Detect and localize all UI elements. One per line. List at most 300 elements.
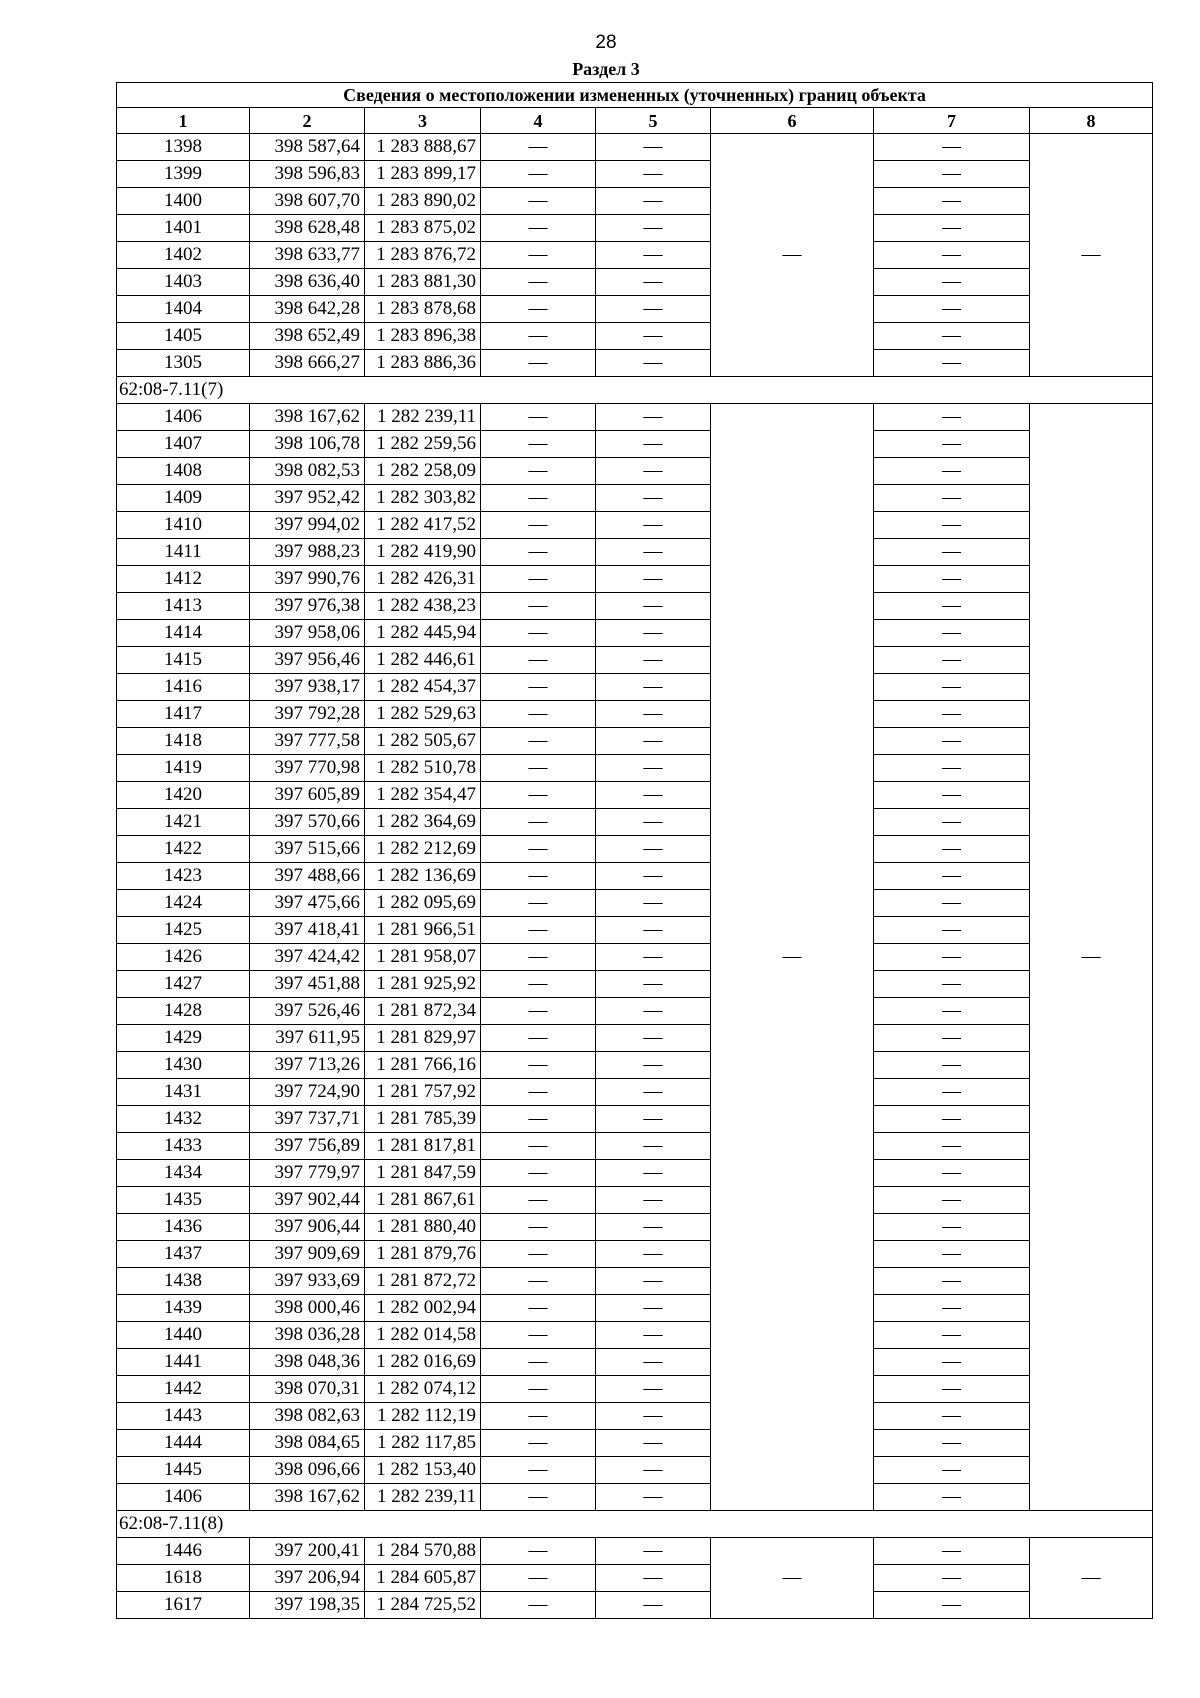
- coordinate-x: 397 713,26: [250, 1052, 365, 1079]
- col5-dash: —: [596, 647, 711, 674]
- point-number: 1441: [117, 1349, 250, 1376]
- table-row: [117, 269, 1153, 296]
- coordinate-y: 1 282 259,56: [365, 431, 481, 458]
- coordinate-x: 397 792,28: [250, 701, 365, 728]
- point-number: 1435: [117, 1187, 250, 1214]
- coordinate-x: 397 424,42: [250, 944, 365, 971]
- col5-dash: —: [596, 809, 711, 836]
- table-row: [117, 323, 1153, 350]
- col6-dash: —: [711, 134, 874, 377]
- coordinate-x: 398 628,48: [250, 215, 365, 242]
- col7-dash: —: [874, 1160, 1030, 1187]
- col4-dash: —: [481, 971, 596, 998]
- col7-dash: —: [874, 1349, 1030, 1376]
- coordinate-y: 1 283 888,67: [365, 134, 481, 161]
- col4-dash: —: [481, 1403, 596, 1430]
- table-row: [117, 1268, 1153, 1295]
- point-number: 1405: [117, 323, 250, 350]
- coordinate-x: 397 475,66: [250, 890, 365, 917]
- col4-dash: —: [481, 701, 596, 728]
- table-row: [117, 404, 1153, 431]
- col4-dash: —: [481, 593, 596, 620]
- point-number: 1400: [117, 188, 250, 215]
- table-row: [117, 539, 1153, 566]
- col4-dash: —: [481, 269, 596, 296]
- point-number: 1618: [117, 1565, 250, 1592]
- col5-dash: —: [596, 242, 711, 269]
- coordinate-x: 398 607,70: [250, 188, 365, 215]
- coordinate-y: 1 282 153,40: [365, 1457, 481, 1484]
- col7-dash: —: [874, 1565, 1030, 1592]
- col7-dash: —: [874, 971, 1030, 998]
- col5-dash: —: [596, 620, 711, 647]
- coordinate-y: 1 281 847,59: [365, 1160, 481, 1187]
- point-number: 1428: [117, 998, 250, 1025]
- col5-dash: —: [596, 1592, 711, 1619]
- coordinate-x: 397 451,88: [250, 971, 365, 998]
- table-title: Сведения о местоположении измененных (уточненных) границ объекта: [117, 83, 1153, 108]
- col4-dash: —: [481, 917, 596, 944]
- coordinate-x: 397 198,35: [250, 1592, 365, 1619]
- col7-dash: —: [874, 404, 1030, 431]
- coordinate-x: 398 106,78: [250, 431, 365, 458]
- table-row: [117, 1133, 1153, 1160]
- col4-dash: —: [481, 404, 596, 431]
- table-row: [117, 809, 1153, 836]
- column-header: 6: [711, 108, 874, 134]
- column-header: 1: [117, 108, 250, 134]
- col5-dash: —: [596, 1349, 711, 1376]
- col7-dash: —: [874, 350, 1030, 377]
- col5-dash: —: [596, 1214, 711, 1241]
- point-number: 1446: [117, 1538, 250, 1565]
- col4-dash: —: [481, 863, 596, 890]
- col7-dash: —: [874, 188, 1030, 215]
- point-number: 1413: [117, 593, 250, 620]
- col4-dash: —: [481, 647, 596, 674]
- col7-dash: —: [874, 1214, 1030, 1241]
- col5-dash: —: [596, 1106, 711, 1133]
- table-row: [117, 1025, 1153, 1052]
- coordinate-x: 397 956,46: [250, 647, 365, 674]
- point-number: 1438: [117, 1268, 250, 1295]
- col4-dash: —: [481, 1133, 596, 1160]
- column-header: 2: [250, 108, 365, 134]
- col4-dash: —: [481, 1160, 596, 1187]
- table-row: [117, 593, 1153, 620]
- point-number: 1417: [117, 701, 250, 728]
- table-row: [117, 1322, 1153, 1349]
- point-number: 1424: [117, 890, 250, 917]
- col7-dash: —: [874, 836, 1030, 863]
- col4-dash: —: [481, 1106, 596, 1133]
- coordinate-y: 1 282 438,23: [365, 593, 481, 620]
- coordinate-x: 398 633,77: [250, 242, 365, 269]
- col4-dash: —: [481, 836, 596, 863]
- col7-dash: —: [874, 566, 1030, 593]
- point-number: 1403: [117, 269, 250, 296]
- col5-dash: —: [596, 134, 711, 161]
- coordinate-y: 1 284 605,87: [365, 1565, 481, 1592]
- col4-dash: —: [481, 485, 596, 512]
- coordinate-y: 1 282 505,67: [365, 728, 481, 755]
- point-number: 1436: [117, 1214, 250, 1241]
- col7-dash: —: [874, 674, 1030, 701]
- coordinate-x: 398 096,66: [250, 1457, 365, 1484]
- column-number-row: [117, 108, 1153, 134]
- coordinate-y: 1 281 872,72: [365, 1268, 481, 1295]
- col4-dash: —: [481, 1187, 596, 1214]
- coordinate-x: 397 902,44: [250, 1187, 365, 1214]
- coordinate-y: 1 281 879,76: [365, 1241, 481, 1268]
- table-row: [117, 215, 1153, 242]
- coordinate-x: 397 988,23: [250, 539, 365, 566]
- col7-dash: —: [874, 512, 1030, 539]
- point-number: 1410: [117, 512, 250, 539]
- col7-dash: —: [874, 1133, 1030, 1160]
- col7-dash: —: [874, 1187, 1030, 1214]
- col7-dash: —: [874, 161, 1030, 188]
- table-row: [117, 1214, 1153, 1241]
- table-row: [117, 1403, 1153, 1430]
- col5-dash: —: [596, 188, 711, 215]
- col7-dash: —: [874, 593, 1030, 620]
- coordinate-y: 1 281 872,34: [365, 998, 481, 1025]
- coordinate-y: 1 282 117,85: [365, 1430, 481, 1457]
- column-header: 8: [1030, 108, 1153, 134]
- point-number: 1418: [117, 728, 250, 755]
- col7-dash: —: [874, 809, 1030, 836]
- table-row: [117, 971, 1153, 998]
- col8-dash: —: [1030, 1538, 1153, 1619]
- table-row: [117, 1241, 1153, 1268]
- col4-dash: —: [481, 242, 596, 269]
- coordinate-y: 1 281 880,40: [365, 1214, 481, 1241]
- col4-dash: —: [481, 458, 596, 485]
- table-row: [117, 188, 1153, 215]
- table-row: [117, 728, 1153, 755]
- col5-dash: —: [596, 971, 711, 998]
- table-row: [117, 242, 1153, 269]
- col6-dash: —: [711, 1538, 874, 1619]
- table-row: [117, 647, 1153, 674]
- column-header: 4: [481, 108, 596, 134]
- coordinate-x: 398 587,64: [250, 134, 365, 161]
- col5-dash: —: [596, 701, 711, 728]
- point-number: 1443: [117, 1403, 250, 1430]
- point-number: 1423: [117, 863, 250, 890]
- col5-dash: —: [596, 1322, 711, 1349]
- table-row: [117, 917, 1153, 944]
- col4-dash: —: [481, 728, 596, 755]
- table-row: [117, 836, 1153, 863]
- table-row: [117, 485, 1153, 512]
- coordinate-x: 397 611,95: [250, 1025, 365, 1052]
- col7-dash: —: [874, 215, 1030, 242]
- col7-dash: —: [874, 1079, 1030, 1106]
- group-label: 62:08-7.11(8): [117, 1511, 1153, 1538]
- col4-dash: —: [481, 350, 596, 377]
- coordinate-y: 1 282 364,69: [365, 809, 481, 836]
- table-row: [117, 1484, 1153, 1511]
- col5-dash: —: [596, 512, 711, 539]
- page-number: 28: [595, 32, 617, 53]
- col7-dash: —: [874, 944, 1030, 971]
- col4-dash: —: [481, 1457, 596, 1484]
- group-label-row: [117, 1511, 1153, 1538]
- column-header: 7: [874, 108, 1030, 134]
- col5-dash: —: [596, 593, 711, 620]
- point-number: 1442: [117, 1376, 250, 1403]
- col5-dash: —: [596, 1430, 711, 1457]
- table-row: [117, 161, 1153, 188]
- coordinate-y: 1 282 454,37: [365, 674, 481, 701]
- coordinate-x: 397 570,66: [250, 809, 365, 836]
- point-number: 1305: [117, 350, 250, 377]
- col7-dash: —: [874, 1241, 1030, 1268]
- col8-dash: —: [1030, 404, 1153, 1511]
- coordinate-y: 1 283 875,02: [365, 215, 481, 242]
- col4-dash: —: [481, 188, 596, 215]
- coordinate-x: 398 036,28: [250, 1322, 365, 1349]
- coordinate-y: 1 282 510,78: [365, 755, 481, 782]
- table-row: [117, 1106, 1153, 1133]
- point-number: 1421: [117, 809, 250, 836]
- coordinate-y: 1 283 881,30: [365, 269, 481, 296]
- col7-dash: —: [874, 269, 1030, 296]
- table-row: [117, 1538, 1153, 1565]
- col4-dash: —: [481, 674, 596, 701]
- table-row: [117, 1079, 1153, 1106]
- point-number: 1425: [117, 917, 250, 944]
- col7-dash: —: [874, 296, 1030, 323]
- coordinate-y: 1 284 570,88: [365, 1538, 481, 1565]
- table-row: [117, 782, 1153, 809]
- col4-dash: —: [481, 323, 596, 350]
- point-number: 1426: [117, 944, 250, 971]
- point-number: 1437: [117, 1241, 250, 1268]
- table-row: [117, 1430, 1153, 1457]
- coordinate-x: 397 777,58: [250, 728, 365, 755]
- coordinate-x: 397 952,42: [250, 485, 365, 512]
- col5-dash: —: [596, 1457, 711, 1484]
- coordinate-y: 1 282 419,90: [365, 539, 481, 566]
- col4-dash: —: [481, 1349, 596, 1376]
- table-row: [117, 458, 1153, 485]
- coordinate-y: 1 282 446,61: [365, 647, 481, 674]
- col7-dash: —: [874, 1268, 1030, 1295]
- point-number: 1406: [117, 404, 250, 431]
- table-row: [117, 674, 1153, 701]
- col5-dash: —: [596, 998, 711, 1025]
- col4-dash: —: [481, 1565, 596, 1592]
- col7-dash: —: [874, 1484, 1030, 1511]
- col4-dash: —: [481, 782, 596, 809]
- coordinate-y: 1 282 426,31: [365, 566, 481, 593]
- col7-dash: —: [874, 1538, 1030, 1565]
- coordinate-y: 1 281 925,92: [365, 971, 481, 998]
- col5-dash: —: [596, 1484, 711, 1511]
- col7-dash: —: [874, 782, 1030, 809]
- col7-dash: —: [874, 890, 1030, 917]
- col5-dash: —: [596, 1376, 711, 1403]
- point-number: 1434: [117, 1160, 250, 1187]
- coordinate-y: 1 282 074,12: [365, 1376, 481, 1403]
- col5-dash: —: [596, 1565, 711, 1592]
- boundary-coordinates-table: [116, 82, 1153, 1619]
- col7-dash: —: [874, 485, 1030, 512]
- col5-dash: —: [596, 1160, 711, 1187]
- table-row: [117, 431, 1153, 458]
- coordinate-y: 1 282 002,94: [365, 1295, 481, 1322]
- coordinate-y: 1 281 867,61: [365, 1187, 481, 1214]
- col4-dash: —: [481, 755, 596, 782]
- coordinate-x: 398 000,46: [250, 1295, 365, 1322]
- coordinate-x: 397 909,69: [250, 1241, 365, 1268]
- col5-dash: —: [596, 890, 711, 917]
- col5-dash: —: [596, 755, 711, 782]
- point-number: 1445: [117, 1457, 250, 1484]
- table-row: [117, 1592, 1153, 1619]
- col7-dash: —: [874, 917, 1030, 944]
- coordinate-x: 397 756,89: [250, 1133, 365, 1160]
- coordinate-y: 1 282 014,58: [365, 1322, 481, 1349]
- table-row: [117, 944, 1153, 971]
- coordinate-y: 1 281 966,51: [365, 917, 481, 944]
- point-number: 1430: [117, 1052, 250, 1079]
- col4-dash: —: [481, 1538, 596, 1565]
- table-title-row: [117, 83, 1153, 108]
- col4-dash: —: [481, 809, 596, 836]
- point-number: 1399: [117, 161, 250, 188]
- col5-dash: —: [596, 566, 711, 593]
- point-number: 1420: [117, 782, 250, 809]
- col5-dash: —: [596, 863, 711, 890]
- col5-dash: —: [596, 269, 711, 296]
- table-row: [117, 512, 1153, 539]
- col5-dash: —: [596, 215, 711, 242]
- table-row: [117, 1187, 1153, 1214]
- table-row: [117, 350, 1153, 377]
- point-number: 1404: [117, 296, 250, 323]
- col4-dash: —: [481, 890, 596, 917]
- table-row: [117, 890, 1153, 917]
- col7-dash: —: [874, 431, 1030, 458]
- col7-dash: —: [874, 1106, 1030, 1133]
- col7-dash: —: [874, 458, 1030, 485]
- table-row: [117, 620, 1153, 647]
- col4-dash: —: [481, 1268, 596, 1295]
- col7-dash: —: [874, 1376, 1030, 1403]
- coordinate-y: 1 281 757,92: [365, 1079, 481, 1106]
- coordinate-y: 1 282 303,82: [365, 485, 481, 512]
- col5-dash: —: [596, 1079, 711, 1106]
- coordinate-y: 1 281 829,97: [365, 1025, 481, 1052]
- col5-dash: —: [596, 944, 711, 971]
- coordinate-x: 397 990,76: [250, 566, 365, 593]
- coordinate-x: 398 636,40: [250, 269, 365, 296]
- point-number: 1431: [117, 1079, 250, 1106]
- coordinate-y: 1 282 239,11: [365, 1484, 481, 1511]
- col5-dash: —: [596, 836, 711, 863]
- col4-dash: —: [481, 539, 596, 566]
- table-row: [117, 1457, 1153, 1484]
- col5-dash: —: [596, 728, 711, 755]
- group-label: 62:08-7.11(7): [117, 377, 1153, 404]
- coordinate-y: 1 283 876,72: [365, 242, 481, 269]
- col4-dash: —: [481, 1484, 596, 1511]
- table-row: [117, 1565, 1153, 1592]
- col4-dash: —: [481, 1430, 596, 1457]
- col5-dash: —: [596, 350, 711, 377]
- point-number: 1433: [117, 1133, 250, 1160]
- table-row: [117, 1376, 1153, 1403]
- col5-dash: —: [596, 674, 711, 701]
- col7-dash: —: [874, 1457, 1030, 1484]
- point-number: 1409: [117, 485, 250, 512]
- table-row: [117, 1052, 1153, 1079]
- coordinate-x: 397 200,41: [250, 1538, 365, 1565]
- col8-dash: —: [1030, 134, 1153, 377]
- col7-dash: —: [874, 620, 1030, 647]
- point-number: 1398: [117, 134, 250, 161]
- point-number: 1414: [117, 620, 250, 647]
- column-header: 5: [596, 108, 711, 134]
- coordinate-x: 397 770,98: [250, 755, 365, 782]
- point-number: 1416: [117, 674, 250, 701]
- col7-dash: —: [874, 1403, 1030, 1430]
- col7-dash: —: [874, 1322, 1030, 1349]
- coordinate-y: 1 282 095,69: [365, 890, 481, 917]
- point-number: 1444: [117, 1430, 250, 1457]
- point-number: 1408: [117, 458, 250, 485]
- coordinate-x: 398 666,27: [250, 350, 365, 377]
- col7-dash: —: [874, 998, 1030, 1025]
- coordinate-x: 398 167,62: [250, 404, 365, 431]
- point-number: 1617: [117, 1592, 250, 1619]
- coordinate-x: 398 082,63: [250, 1403, 365, 1430]
- col4-dash: —: [481, 1052, 596, 1079]
- table-row: [117, 566, 1153, 593]
- col4-dash: —: [481, 215, 596, 242]
- col5-dash: —: [596, 1052, 711, 1079]
- coordinate-x: 397 206,94: [250, 1565, 365, 1592]
- col4-dash: —: [481, 1376, 596, 1403]
- coordinate-x: 397 958,06: [250, 620, 365, 647]
- col7-dash: —: [874, 863, 1030, 890]
- coordinate-y: 1 283 899,17: [365, 161, 481, 188]
- col4-dash: —: [481, 1322, 596, 1349]
- coordinate-x: 398 082,53: [250, 458, 365, 485]
- col7-dash: —: [874, 701, 1030, 728]
- point-number: 1432: [117, 1106, 250, 1133]
- coordinate-x: 397 605,89: [250, 782, 365, 809]
- coordinate-y: 1 283 896,38: [365, 323, 481, 350]
- coordinate-x: 397 724,90: [250, 1079, 365, 1106]
- coordinate-y: 1 281 817,81: [365, 1133, 481, 1160]
- col7-dash: —: [874, 755, 1030, 782]
- coordinate-y: 1 284 725,52: [365, 1592, 481, 1619]
- col5-dash: —: [596, 1268, 711, 1295]
- point-number: 1440: [117, 1322, 250, 1349]
- col4-dash: —: [481, 1295, 596, 1322]
- col5-dash: —: [596, 1187, 711, 1214]
- col5-dash: —: [596, 1241, 711, 1268]
- coordinate-y: 1 283 886,36: [365, 350, 481, 377]
- table-row: [117, 1349, 1153, 1376]
- col7-dash: —: [874, 1430, 1030, 1457]
- point-number: 1415: [117, 647, 250, 674]
